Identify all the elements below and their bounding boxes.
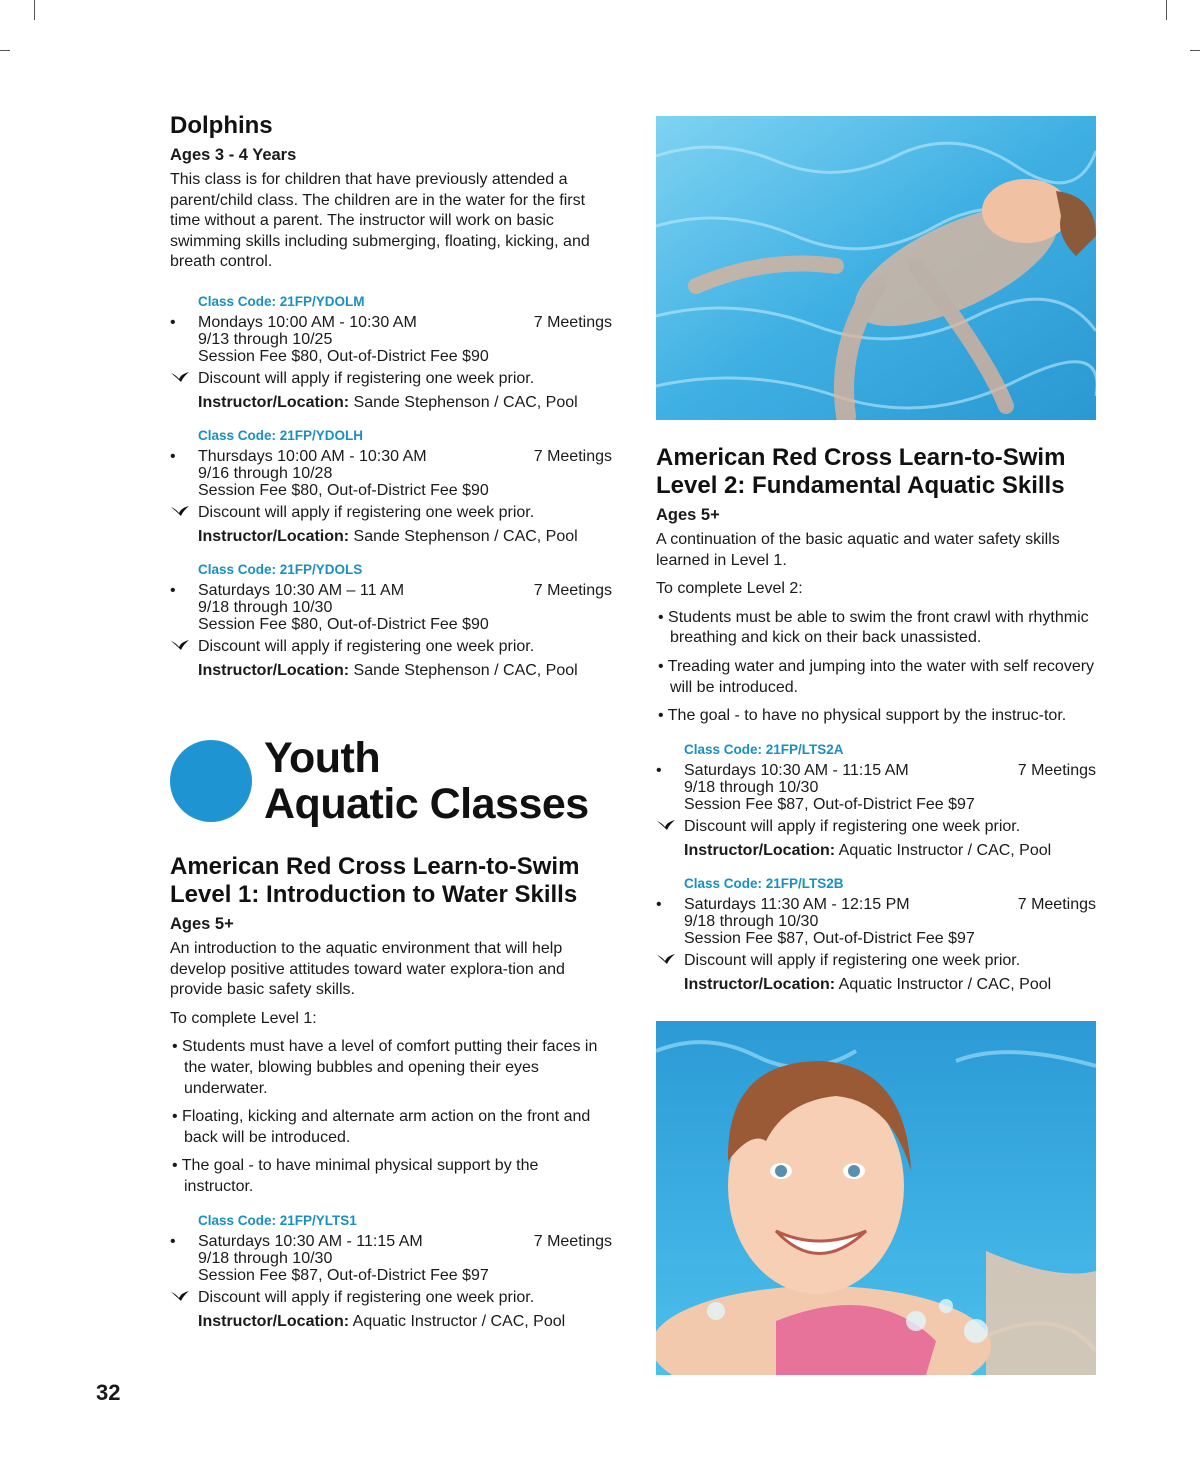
page-number: 32 <box>96 1380 121 1405</box>
youth-aquatic-heading <box>170 735 612 827</box>
youth-heading-text <box>264 735 589 827</box>
instructor-value: Aquatic Instructor / CAC, Pool <box>835 975 1052 993</box>
meetings-count: 7 Meetings <box>533 1232 612 1250</box>
schedule-time: Saturdays 10:30 AM - 11:15 AM <box>684 761 909 779</box>
session-dates: 9/18 through 10/30 <box>684 912 819 930</box>
level2-title-line1: American Red Cross Learn-to-Swim <box>656 444 1066 471</box>
class-session <box>656 741 1096 861</box>
bullet-dot-icon: • <box>656 895 662 913</box>
dolphins-description: This class is for children that have previously attended a parent/child class. The children are in the water for the first time without a parent. The instructor will work on basic swimming skills including submerging, floating, kicking, and breath control. <box>170 171 590 271</box>
bird-icon <box>170 369 198 389</box>
level1-complete: To complete Level 1: <box>170 1009 317 1027</box>
instructor-value: Sande Stephenson / CAC, Pool <box>349 527 578 545</box>
crop-mark <box>34 0 35 20</box>
schedule-row <box>170 582 612 599</box>
floating-girl-photo <box>656 116 1096 420</box>
blue-circle-icon <box>170 740 252 822</box>
instructor-value: Aquatic Instructor / CAC, Pool <box>835 841 1052 859</box>
session-dates: 9/18 through 10/30 <box>198 598 333 616</box>
schedule-row <box>656 762 1096 779</box>
session-dates: 9/18 through 10/30 <box>198 1249 333 1267</box>
session-fee: Session Fee $80, Out-of-District Fee $90 <box>198 615 489 633</box>
level2-complete: To complete Level 2: <box>656 580 803 598</box>
level1-description: An introduction to the aquatic environment that will help develop positive attitudes toward water explora-tion and provide basic safety skills. <box>170 939 565 999</box>
level1-title-line1: American Red Cross Learn-to-Swim <box>170 852 580 880</box>
dolphins-sessions <box>170 293 612 681</box>
discount-row <box>170 503 612 523</box>
discount-text: Discount will apply if registering one week prior. <box>198 503 535 521</box>
crop-mark <box>1166 0 1167 20</box>
class-code: Class Code: 21FP/YLTS1 <box>198 1212 357 1228</box>
schedule-row <box>170 314 612 331</box>
session-fee: Session Fee $87, Out-of-District Fee $97 <box>684 795 975 813</box>
class-session <box>656 875 1096 995</box>
smiling-girl-illustration <box>656 1021 1096 1375</box>
bullet-dot-icon: • <box>170 581 176 599</box>
class-code: Class Code: 21FP/YDOLM <box>198 293 365 309</box>
list-item: • Floating, kicking and alternate arm action on the front and back will be introduced. <box>170 1107 612 1148</box>
class-code: Class Code: 21FP/YDOLH <box>198 427 364 443</box>
discount-text: Discount will apply if registering one week prior. <box>198 637 535 655</box>
bird-icon <box>170 503 198 523</box>
crop-mark <box>1190 50 1200 51</box>
class-code: Class Code: 21FP/LTS2B <box>684 875 844 891</box>
schedule-row <box>170 448 612 465</box>
session-fee: Session Fee $87, Out-of-District Fee $97 <box>684 929 975 947</box>
meetings-count: 7 Meetings <box>1017 895 1096 913</box>
discount-text: Discount will apply if registering one week prior. <box>684 951 1021 969</box>
bullet-dot-icon: • <box>170 447 176 465</box>
level1-ages: Ages 5+ <box>170 914 234 933</box>
class-session <box>170 561 612 681</box>
left-column <box>170 112 612 1332</box>
instructor-location <box>198 393 612 413</box>
instructor-label: Instructor/Location: <box>198 661 350 679</box>
bullet-dot-icon: • <box>170 1232 176 1250</box>
instructor-location <box>684 975 1096 995</box>
dolphins-ages: Ages 3 - 4 Years <box>170 146 297 164</box>
instructor-location <box>198 527 612 547</box>
smiling-girl-photo <box>656 1021 1096 1375</box>
instructor-label: Instructor/Location: <box>198 393 350 411</box>
session-fee: Session Fee $87, Out-of-District Fee $97 <box>198 1266 489 1284</box>
class-session <box>170 293 612 413</box>
level2-title-line2: Level 2: Fundamental Aquatic Skills <box>656 472 1065 499</box>
list-item: • Treading water and jumping into the water with self recovery will be introduced. <box>656 657 1096 698</box>
level1-title <box>170 853 612 909</box>
bullet-dot-icon: • <box>170 313 176 331</box>
session-fee: Session Fee $80, Out-of-District Fee $90 <box>198 347 489 365</box>
schedule-time: Saturdays 10:30 AM - 11:15 AM <box>198 1232 423 1250</box>
session-dates: 9/13 through 10/25 <box>198 330 333 348</box>
schedule-time: Thursdays 10:00 AM - 10:30 AM <box>198 447 427 465</box>
session-dates: 9/18 through 10/30 <box>684 778 819 796</box>
level1-bullets <box>170 1037 612 1197</box>
instructor-label: Instructor/Location: <box>684 975 836 993</box>
dolphins-title: Dolphins <box>170 112 273 139</box>
bird-icon <box>656 817 684 837</box>
list-item: • Students must be able to swim the front crawl with rhythmic breathing and kick on their back unassisted. <box>656 608 1096 649</box>
instructor-label: Instructor/Location: <box>198 1312 350 1330</box>
discount-row <box>170 369 612 389</box>
discount-row <box>656 817 1096 837</box>
class-session <box>170 427 612 547</box>
level1-sessions <box>170 1212 612 1332</box>
session-dates: 9/16 through 10/28 <box>198 464 333 482</box>
level2-bullets <box>656 608 1096 727</box>
class-code: Class Code: 21FP/LTS2A <box>684 741 844 757</box>
meetings-count: 7 Meetings <box>1017 761 1096 779</box>
discount-row <box>656 951 1096 971</box>
schedule-time: Mondays 10:00 AM - 10:30 AM <box>198 313 417 331</box>
level2-sessions <box>656 741 1096 995</box>
floating-girl-illustration <box>656 116 1096 420</box>
list-item: • The goal - to have minimal physical support by the instructor. <box>170 1156 612 1197</box>
discount-row <box>170 637 612 657</box>
bird-icon <box>170 637 198 657</box>
instructor-label: Instructor/Location: <box>198 527 350 545</box>
youth-heading-line2: Aquatic Classes <box>264 779 589 828</box>
level2-title <box>656 444 1096 500</box>
instructor-location <box>198 661 612 681</box>
discount-text: Discount will apply if registering one week prior. <box>198 1288 535 1306</box>
schedule-row <box>170 1233 612 1250</box>
instructor-location <box>198 1312 612 1332</box>
youth-heading-line1: Youth <box>264 733 381 782</box>
session-fee: Session Fee $80, Out-of-District Fee $90 <box>198 481 489 499</box>
instructor-value: Sande Stephenson / CAC, Pool <box>349 661 578 679</box>
instructor-value: Sande Stephenson / CAC, Pool <box>349 393 578 411</box>
schedule-row <box>656 896 1096 913</box>
meetings-count: 7 Meetings <box>533 447 612 465</box>
level2-ages: Ages 5+ <box>656 506 720 524</box>
class-code: Class Code: 21FP/YDOLS <box>198 561 363 577</box>
level2-description: A continuation of the basic aquatic and water safety skills learned in Level 1. <box>656 531 1060 569</box>
bird-icon <box>170 1288 198 1308</box>
discount-text: Discount will apply if registering one week prior. <box>684 817 1021 835</box>
instructor-value: Aquatic Instructor / CAC, Pool <box>349 1312 566 1330</box>
schedule-time: Saturdays 10:30 AM – 11 AM <box>198 581 405 599</box>
discount-text: Discount will apply if registering one week prior. <box>198 369 535 387</box>
list-item: • The goal - to have no physical support by the instruc-tor. <box>656 706 1096 727</box>
instructor-location <box>684 841 1096 861</box>
class-session <box>170 1212 612 1332</box>
bird-icon <box>656 951 684 971</box>
list-item: • Students must have a level of comfort putting their faces in the water, blowing bubbles and opening their eyes underwater. <box>170 1037 612 1099</box>
discount-row <box>170 1288 612 1308</box>
meetings-count: 7 Meetings <box>533 313 612 331</box>
instructor-label: Instructor/Location: <box>684 841 836 859</box>
level1-title-line2: Level 1: Introduction to Water Skills <box>170 880 578 908</box>
crop-mark <box>0 50 10 51</box>
bullet-dot-icon: • <box>656 761 662 779</box>
right-column <box>656 116 1096 1375</box>
schedule-time: Saturdays 11:30 AM - 12:15 PM <box>684 895 910 913</box>
meetings-count: 7 Meetings <box>533 581 612 599</box>
